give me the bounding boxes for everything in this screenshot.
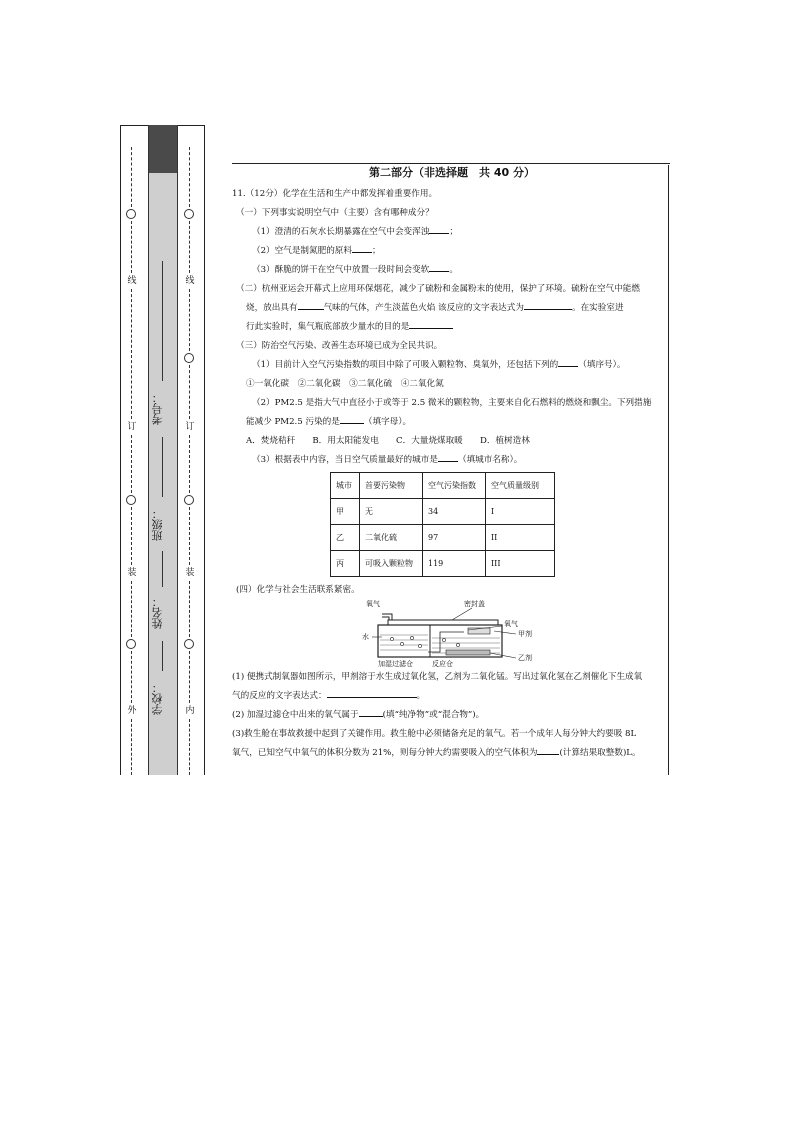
part3-q3: （3）根据表中内容，当日空气质量最好的城市是 （填城市名称）。: [232, 451, 672, 470]
class-label: 班级：: [151, 508, 164, 542]
circle-marker: [184, 209, 194, 219]
table-cell: 甲: [331, 499, 360, 525]
exam-no-label: 考号：: [151, 392, 164, 426]
table-cell: III: [486, 551, 555, 577]
oxygen-generator-diagram: [232, 600, 672, 668]
seal-char: 内: [185, 706, 195, 716]
part1-item-2: （2）空气是制氮肥的原料 ；: [232, 242, 672, 261]
part4-q1-line-2: 气的反应的文字表达式： 。: [232, 687, 672, 706]
answer-blank[interactable]: [352, 243, 372, 253]
table-header-cell: 空气污染指数: [423, 473, 486, 499]
table-header-cell: 城市: [331, 473, 360, 499]
oxygen-out-label: 氧气: [366, 600, 380, 608]
seal-char: 线: [185, 276, 195, 286]
agent-b-block: [446, 650, 490, 655]
oxygen-generator-figure: [232, 600, 672, 668]
table-row: [331, 499, 555, 525]
part3-q2-line-2: 能减少 PM2.5 污染的是 （填字母）。: [232, 413, 672, 432]
circle-marker: [126, 209, 136, 219]
table-header-row: [331, 473, 555, 499]
agent-b-label: 乙剂: [518, 654, 532, 662]
part3-choices: A．焚烧秸秆 B．用太阳能发电 C．大量烧煤取暖 D．植树造林: [246, 436, 530, 446]
table-cell: 119: [423, 551, 486, 577]
answer-blank[interactable]: [409, 319, 453, 329]
answer-blank[interactable]: [537, 745, 559, 755]
water-label: 水: [362, 633, 369, 641]
part1-heading: （一）下列事实说明空气中（主要）含有哪种成分？: [236, 208, 434, 218]
part2-line-2: 烧，放出具有 气味的气体，产生淡蓝色火焰 该反应的文字表达式为 。在实验室进: [232, 299, 672, 318]
table-cell: 乙: [331, 525, 360, 551]
margin-right-border: [204, 125, 205, 775]
part3-options: ①一氧化碳 ②二氧化碳 ③二氧化硫 ④二氧化氮: [246, 379, 444, 389]
exam-sheet: [120, 125, 672, 775]
name-blank: [162, 551, 163, 587]
content-top-border: [232, 163, 670, 164]
seal-char: 线: [127, 276, 137, 286]
table-header-cell: 空气质量级别: [486, 473, 555, 499]
table-header-cell: 首要污染物: [360, 473, 423, 499]
part4-q1-line-1: (1) 便携式制氧器如图所示，甲剂溶于水生成过氧化氢，乙剂为二氧化锰。写出过氧化氢在乙剂催化下生成氧: [232, 672, 643, 682]
part2-line-1: （二）杭州亚运会开幕式上应用环保烟花，减少了硫粉和金属粉末的使用，保护了环境。硫粉在空气中能燃: [236, 284, 640, 294]
agent-a-label: 甲剂: [518, 630, 532, 638]
q11-stem: 11.（12分）化学在生活和生产中都发挥着重要作用。: [232, 189, 438, 199]
student-info-strip: [148, 125, 178, 775]
table-cell: 97: [423, 525, 486, 551]
answer-blank[interactable]: [438, 452, 458, 462]
table-cell: 二氧化硫: [360, 525, 423, 551]
table-row: [331, 551, 555, 577]
oxygen-in-label: 氧气: [504, 620, 518, 628]
strip-dark-header: [149, 125, 177, 173]
seal-cap-label: 密封盖: [464, 600, 485, 608]
reaction-chamber-label: 反应仓: [432, 660, 453, 668]
table-cell: II: [486, 525, 555, 551]
answer-blank[interactable]: [429, 262, 449, 272]
table-cell: 丙: [331, 551, 360, 577]
seal-char: 订: [127, 422, 137, 432]
margin-left-border: [120, 125, 121, 775]
answer-blank[interactable]: [429, 224, 449, 234]
circle-marker: [184, 353, 194, 363]
seal-cap: [388, 620, 498, 625]
part1-item-3: （3）酥脆的饼干在空气中放置一段时间会变软 。: [232, 261, 672, 280]
answer-blank[interactable]: [298, 300, 324, 310]
seal-char: 装: [185, 568, 195, 578]
part1-item-1: （1）澄清的石灰水长期暴露在空气中会变浑浊 ；: [232, 223, 672, 242]
part4-q3-line-1: (3)救生舱在事故救援中起到了关键作用。救生舱中必须储备充足的氧气。若一个成年人每分钟大约要吸 8L: [232, 729, 637, 739]
seal-cap-pointer: [452, 608, 472, 620]
outer-seal-line: [126, 125, 138, 775]
answer-blank[interactable]: [524, 300, 572, 310]
school-label: 学校：: [151, 682, 164, 716]
class-blank: [162, 437, 163, 497]
inner-seal-line: [184, 125, 196, 775]
table-cell: 34: [423, 499, 486, 525]
part3-q2-line-1: （2）PM2.5 是指大气中直径小于或等于 2.5 微米的颗粒物，主要来自化石燃料的燃烧和飘尘。下列措施: [252, 398, 652, 408]
circle-marker: [184, 639, 194, 649]
answer-blank[interactable]: [327, 688, 417, 698]
exam-no-blank: [162, 261, 163, 381]
section-title: 第二部分（非选择题 共 40 分）: [369, 166, 535, 179]
question-content: [232, 165, 672, 763]
binding-margin: [120, 125, 205, 775]
name-label: 姓名：: [151, 596, 164, 630]
seal-char: 订: [185, 422, 195, 432]
part2-line-3: 行此实验时，集气瓶底部放少量水的目的是: [232, 318, 672, 337]
part4-heading: (四）化学与社会生活联系紧密。: [236, 585, 360, 595]
part4-q3-line-2: 氧气，已知空气中氧气的体积分数为 21%，则每分钟大约需要吸入的空气体积为 (计算结果取整数)L。: [232, 744, 672, 763]
table-cell: 可吸入颗粒物: [360, 551, 423, 577]
part3-q1: （1）目前计入空气污染指数的项目中除了可吸入颗粒物、臭氧外，还包括下列的 （填序号）。: [232, 356, 672, 375]
circle-marker: [184, 495, 194, 505]
answer-blank[interactable]: [340, 414, 364, 424]
table-cell: I: [486, 499, 555, 525]
table-cell: 无: [360, 499, 423, 525]
part4-q2: (2) 加湿过滤仓中出来的氧气属于 (填“纯净物”或“混合物”)。: [232, 706, 672, 725]
answer-blank[interactable]: [558, 357, 578, 367]
seal-char: 外: [127, 706, 137, 716]
air-quality-table: [330, 472, 555, 577]
seal-char: 装: [127, 568, 137, 578]
circle-marker: [126, 639, 136, 649]
part3-heading: （三）防治空气污染、改善生态环境已成为全民共识。: [236, 341, 443, 351]
answer-blank[interactable]: [359, 707, 383, 717]
table-row: [331, 525, 555, 551]
humidify-chamber-label: 加湿过滤仓: [378, 660, 413, 668]
circle-marker: [126, 495, 136, 505]
school-blank: [162, 641, 163, 671]
